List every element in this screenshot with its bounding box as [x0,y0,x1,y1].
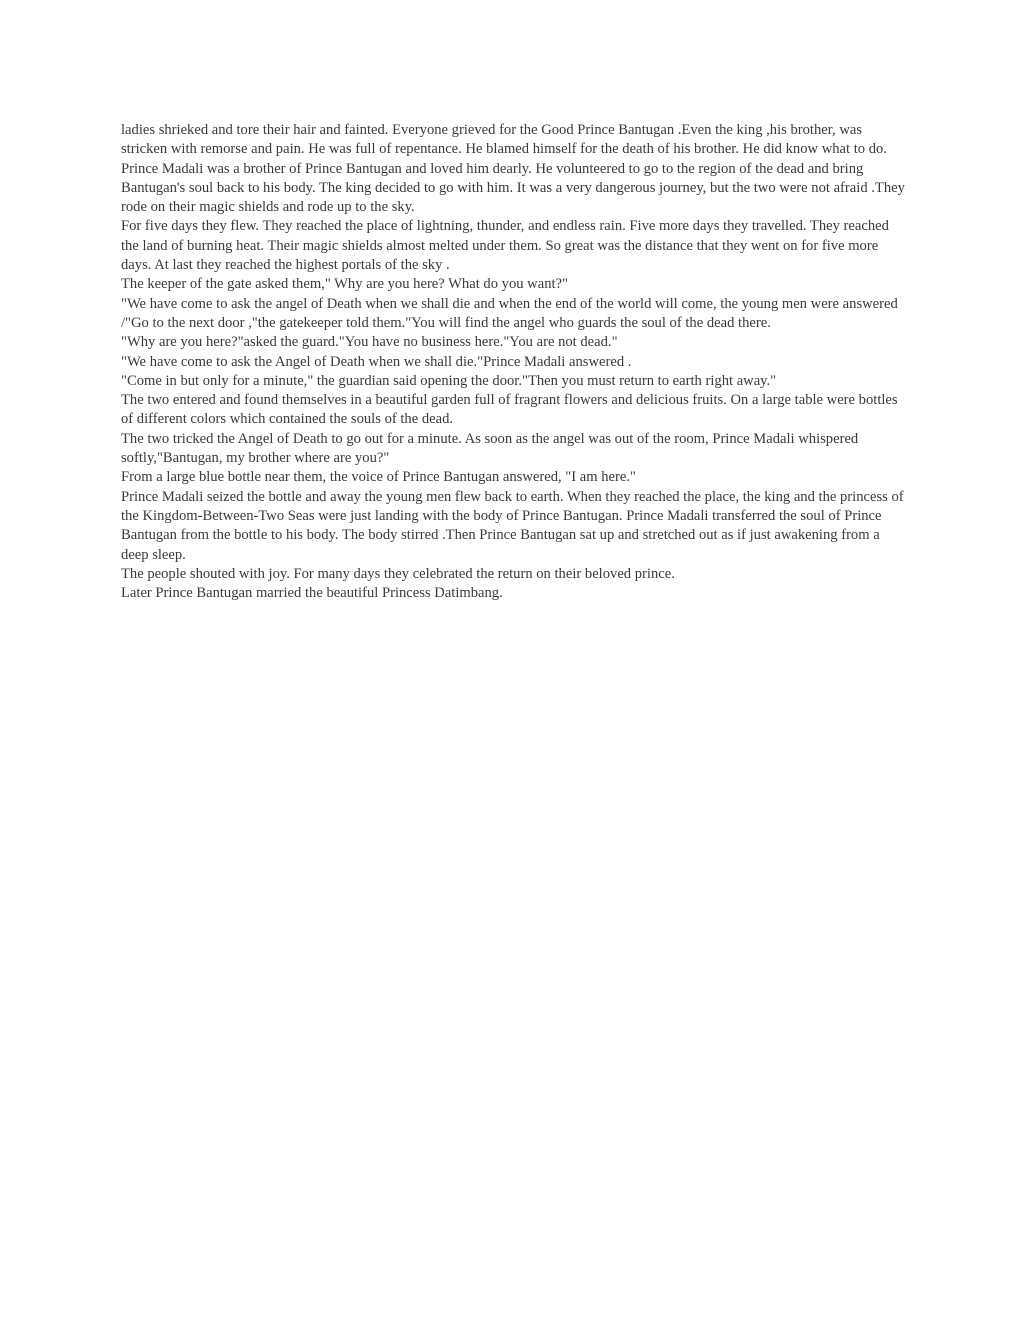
paragraph-13: The people shouted with joy. For many days they celebrated the return on their beloved prince. [121,565,675,582]
paragraph-11: From a large blue bottle near them, the voice of Prince Bantugan answered, "I am here." [121,469,636,486]
paragraph-3: For five days they flew. They reached the place of lightning, thunder, and endless rain. Five more days they travelled. They reached the land of burning heat. Their magic shields almost melted under them. So great was the distance that they went on for five more days. At last they reached the highest portals of the sky . [121,218,889,274]
paragraph-8: "Come in but only for a minute," the guardian said opening the door."Then you must return to earth right away." [121,372,777,389]
paragraph-5: "We have come to ask the angel of Death when we shall die and when the end of the world will come, the young men were answered /"Go to the next door ,"the gatekeeper told them."You will find the angel who guards the soul of the dead there. [121,295,898,331]
paragraph-7: "We have come to ask the Angel of Death when we shall die."Prince Madali answered . [121,353,632,370]
paragraph-9: The two entered and found themselves in a beautiful garden full of fragrant flowers and delicious fruits. On a large table were bottles of different colors which contained the souls of the dead. [121,392,898,428]
paragraph-2: Prince Madali was a brother of Prince Bantugan and loved him dearly. He volunteered to go to the region of the dead and bring Bantugan's soul back to his body. The king decided to go with him. It was a very dangerous journey, but the two were not afraid .They rode on their magic shields and rode up to the sky. [121,160,905,216]
paragraph-1: ladies shrieked and tore their hair and fainted. Everyone grieved for the Good Prince Bantugan .Even the king ,his brother, was stricken with remorse and pain. He was full of repentance. He blamed himself for the death of his brother. He did know what to do. [121,122,887,158]
document-page [121,121,907,603]
paragraph-10: The two tricked the Angel of Death to go out for a minute. As soon as the angel was out of the room, Prince Madali whispered softly,"Bantugan, my brother where are you?" [121,430,859,467]
paragraph-14: Later Prince Bantugan married the beautiful Princess Datimbang. [121,585,503,602]
paragraph-12: Prince Madali seized the bottle and away the young men flew back to earth. When they reached the place, the king and the princess of the Kingdom-Between-Two Seas were just landing with the body of Prince Bantugan. Prince Madali transferred the soul of Prince Bantugan from the bottle to his body. The body stirred .Then Prince Bantugan sat up and stretched out as if just awakening from a deep sleep. [121,488,904,563]
paragraph-6: "Why are you here?"asked the guard."You have no business here."You are not dead." [121,334,618,351]
paragraph-4: The keeper of the gate asked them," Why are you here? What do you want?" [121,276,568,293]
